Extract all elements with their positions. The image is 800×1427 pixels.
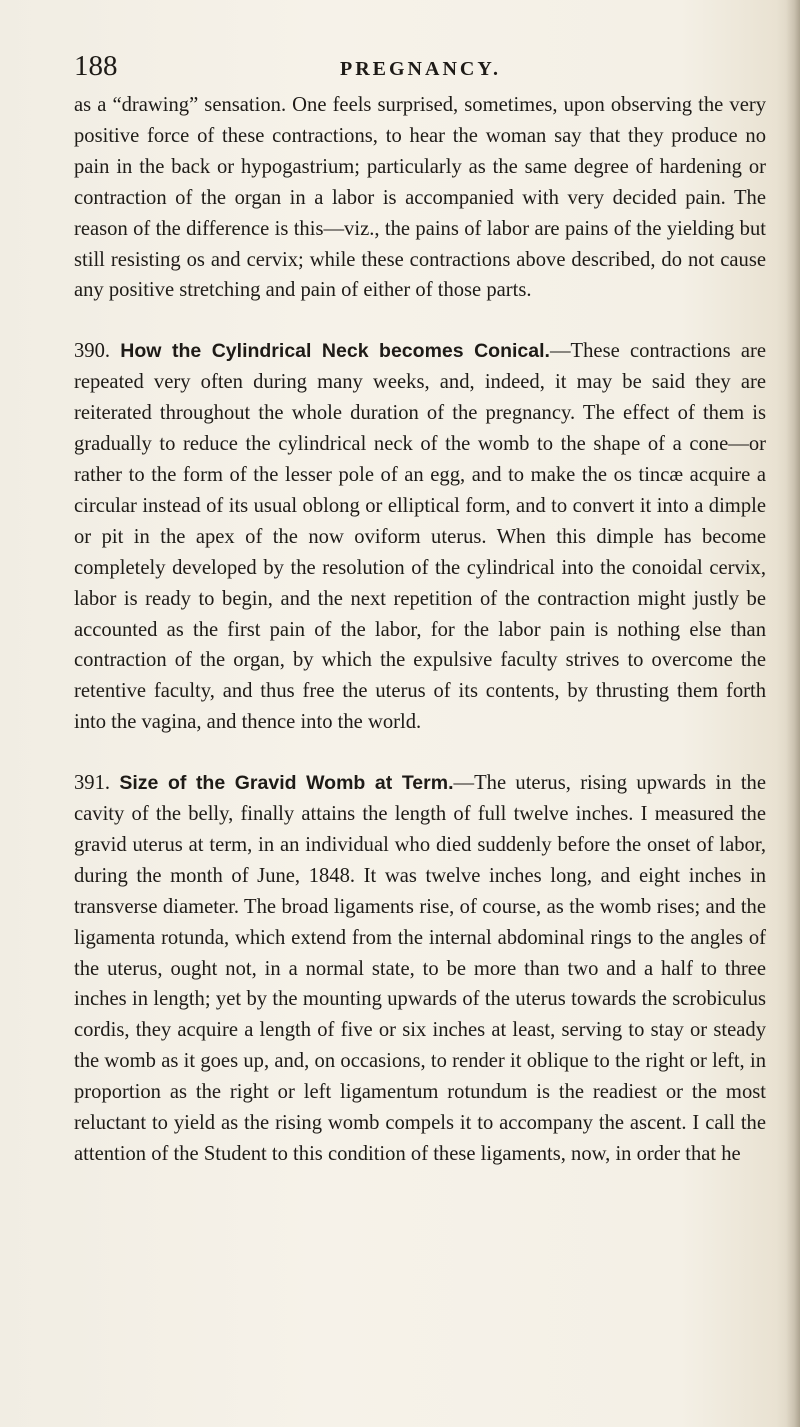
paragraph-391 (74, 768, 766, 1170)
paragraph-text: —The uterus, rising upwards in the cavity of the belly, finally attains the length of full twelve inches. I measured the gravid uterus at term, in an individual who died suddenly before the onset of labor, during the month of June, 1848. It was twelve inches long, and eight inches in transverse diameter. The broad ligaments rise, of course, as the womb rises; and the ligamenta rotunda, which extend from the internal abdominal rings to the angles of the uterus, ought not, in a normal state, to be more than two and a half to three inches in length; yet by the mounting upwards of the uterus towards the scrobiculus cordis, they acquire a length of five or six inches at least, serving to stay or steady the womb as it goes up, and, on occasions, to render it oblique to the right or left, in proportion as the right or left ligamentum rotundum is the readiest or the most reluctant to yield as the rising womb compels it to accompany the ascent. I call the attention of the Student to this condition of these ligaments, now, in order that he (74, 772, 766, 1165)
page-edge-shadow (786, 0, 800, 1427)
page-number: 188 (74, 50, 118, 82)
page-header (74, 0, 766, 90)
page-content (74, 0, 766, 1170)
paragraph-text: as a “drawing” sensation. One feels surprised, sometimes, upon observing the very positive force of these contractions, to hear the woman say that they produce no pain in the back or hypogastrium; particularly as the same degree of hardening or contraction of the organ in a labor is accompanied with very decided pain. The reason of the difference is this—viz., the pains of labor are pains of the yielding but still resisting os and cervix; while these contractions above described, do not cause any positive stretching and pain of either of those parts. (74, 94, 766, 302)
paragraph-390 (74, 336, 766, 738)
section-heading: How the Cylindrical Neck becomes Conical. (120, 340, 550, 363)
section-number: 390. (74, 340, 111, 363)
section-heading: Size of the Gravid Womb at Term. (119, 772, 454, 795)
paragraph-text: —These contractions are repeated very often during many weeks, and, indeed, it may be said they are reiterated throughout the whole duration of the pregnancy. The effect of them is gradually to reduce the cylindrical neck of the womb to the shape of a cone—or rather to the form of the lesser pole of an egg, and to make the os tincæ acquire a circular instead of its usual oblong or elliptical form, and to convert it into a dimple or pit in the apex of the now oviform uterus. When this dimple has become completely developed by the resolution of the cylindrical into the conoidal cervix, labor is ready to begin, and the next repetition of the contraction might justly be accounted as the first pain of the labor, for the labor pain is nothing else than contraction of the organ, by which the expulsive faculty strives to overcome the retentive faculty, and thus free the uterus of its contents, by thrusting them forth into the vagina, and thence into the world. (74, 340, 766, 734)
running-head: PREGNANCY. (340, 58, 501, 80)
paragraph-continued (74, 90, 766, 306)
section-number: 391. (74, 772, 111, 795)
